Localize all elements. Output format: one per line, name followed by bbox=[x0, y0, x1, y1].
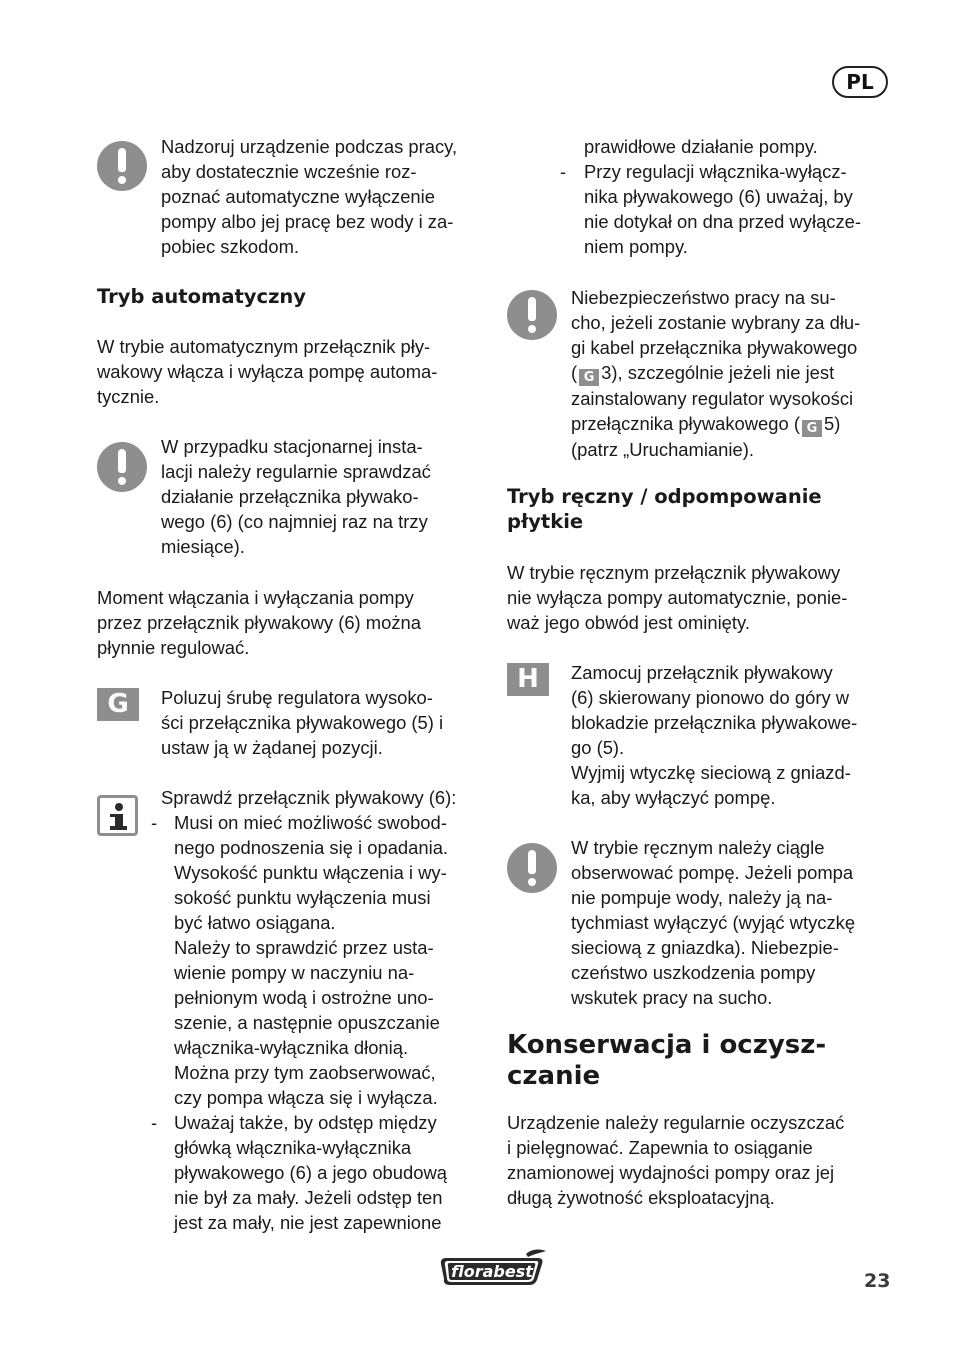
step-h-marker: H bbox=[507, 663, 549, 696]
step-g-marker: G bbox=[97, 688, 139, 721]
warning-icon bbox=[97, 141, 147, 191]
maintenance-heading: Konserwacja i oczysz- czanie bbox=[507, 1030, 827, 1091]
warning-icon bbox=[507, 290, 557, 340]
maintenance-paragraph: Urządzenie należy regularnie oczyszczać i pielęgnować. Zapewnia to osiąganie znamionowej wydajności pompy oraz jej długą żywotność eksploatacyjną. bbox=[507, 1112, 845, 1208]
manual-mode-paragraph: W trybie ręcznym przełącznik pływakowy nie wyłącza pompy automatycznie, ponie- waż jego obwód jest ominięty. bbox=[507, 562, 848, 633]
page-number: 23 bbox=[864, 1270, 891, 1292]
step-g-ref-icon: G bbox=[579, 369, 599, 386]
language-badge: PL bbox=[832, 66, 888, 98]
auto-mode-paragraph: W trybie automatycznym przełącznik pły- wakowy włącza i wyłącza pompę automa- tycznie. bbox=[97, 336, 438, 407]
list-dash: - bbox=[560, 161, 567, 182]
warning-icon bbox=[97, 442, 147, 492]
auto-mode-heading: Tryb automatyczny bbox=[97, 285, 307, 308]
info-item-2: Uważaj także, by odstęp między główką włącznika-wyłącznika pływakowego (6) a jego obudową nie był za mały. Jeżeli odstęp ten jest za mały, nie jest zapewnione bbox=[174, 1112, 447, 1233]
float-adjust-item: Przy regulacji włącznika-wyłącz- nika pływakowego (6) uważaj, by nie dotykał on dna przed wyłącze- niem pompy. bbox=[584, 161, 862, 257]
svg-text:florabest: florabest bbox=[451, 1262, 533, 1281]
warning-text-4: W trybie ręcznym należy ciągle obserwować pompę. Jeżeli pompa nie pompuje wody, należy ją na- tychmiast wyłączyć (wyjąć wtyczkę sieciową z gniazdka). Niebezpie- czeństwo uszkodzenia pompy wskutek pracy na sucho. bbox=[571, 837, 856, 1008]
step-g-text: Poluzuj śrubę regulatora wysoko- ści przełącznika pływakowego (5) i ustaw ją w żądanej pozycji. bbox=[161, 687, 444, 758]
info-item-1: Musi on mieć możliwość swobod- nego podnoszenia się i opadania. Wysokość punktu włączenia i wy- sokość punktu wyłączenia musi być łatwo osiągana. Należy to sprawdzić przez usta- wienie pompy w naczyniu na- pełnionym wodą i ostrożne uno- szenie, a następnie opuszczanie włącznika-wyłącznika dłonią. Można przy tym zaobserwować, czy pompa włącza się i wyłącza. bbox=[174, 812, 449, 1108]
florabest-logo bbox=[440, 1248, 548, 1286]
list-dash: - bbox=[151, 812, 158, 833]
step-g-ref-icon: G bbox=[802, 420, 822, 437]
manual-mode-heading: Tryb ręczny / odpompowanie płytkie bbox=[507, 485, 822, 533]
switch-moment-paragraph: Moment włączania i wyłączania pompy przez przełącznik pływakowy (6) można płynnie regulować. bbox=[97, 587, 421, 658]
continued-line: prawidłowe działanie pompy. bbox=[584, 136, 818, 157]
warning-text-3: Niebezpieczeństwo pracy na su- cho, jeżeli zostanie wybrany za dłu- gi kabel przełącznika pływakowego ( G 3), szczególnie jeżeli nie jest zainstalowany regulator wysokości przełącznika pływakowego ( G 5) (patrz „Uruchamianie). bbox=[571, 287, 861, 460]
warning-icon bbox=[507, 843, 557, 893]
warning-text-2: W przypadku stacjonarnej insta- lacji należy regularnie sprawdzać działanie przełącznika pływako- wego (6) (co najmniej raz na trzy miesiące). bbox=[161, 436, 431, 557]
warning-text-1: Nadzoruj urządzenie podczas pracy, aby dostatecznie wcześnie roz- poznać automatyczne wyłączenie pompy albo jej pracę bez wody i za- pobiec szkodom. bbox=[161, 136, 458, 257]
list-dash: - bbox=[151, 1112, 158, 1133]
info-icon bbox=[97, 795, 138, 836]
info-intro: Sprawdź przełącznik pływakowy (6): bbox=[161, 787, 457, 808]
step-h-text: Zamocuj przełącznik pływakowy (6) skierowany pionowo do góry w blokadzie przełącznika pływakowe- go (5). Wyjmij wtyczkę sieciową z gniazd- ka, aby wyłączyć pompę. bbox=[571, 662, 858, 808]
